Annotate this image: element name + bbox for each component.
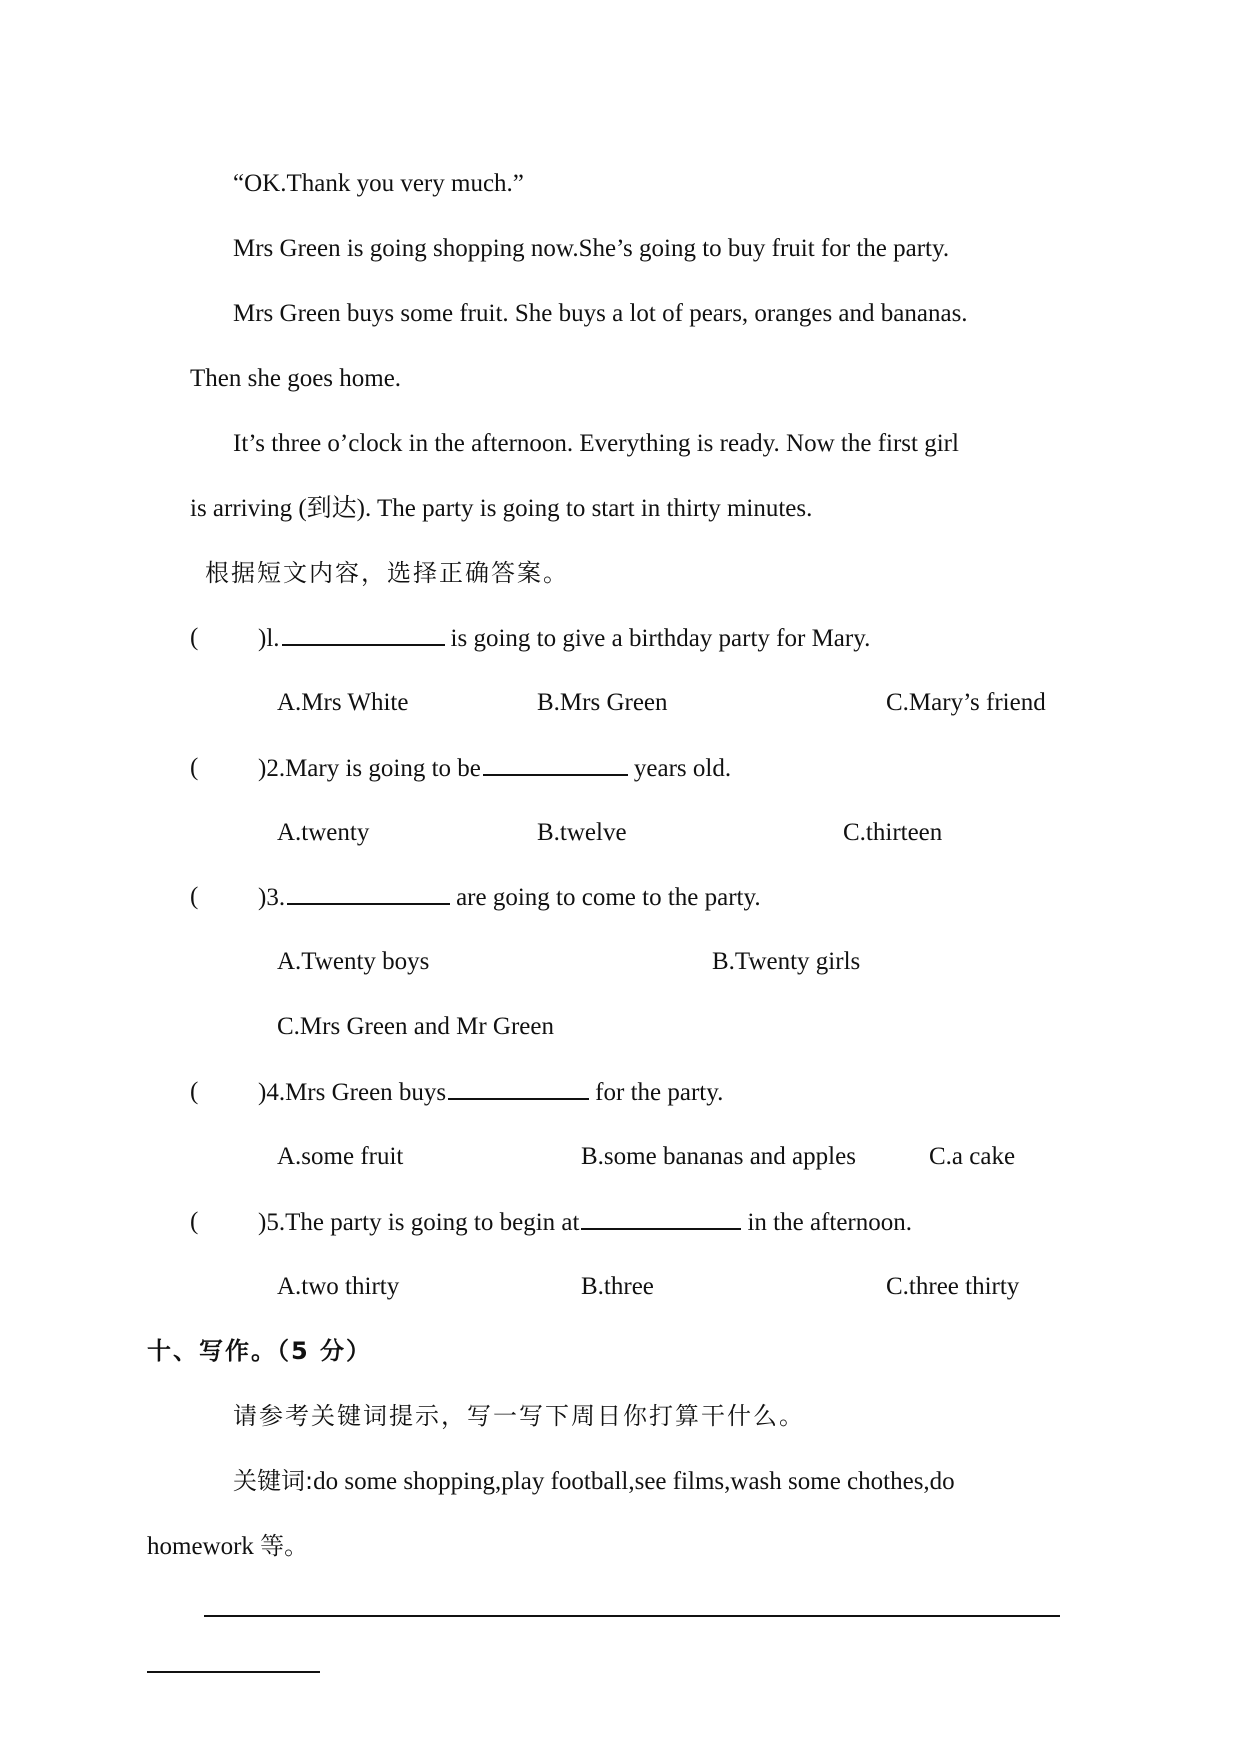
answer-blank[interactable]: [483, 752, 628, 776]
q2-option-c: C.thirteen: [843, 819, 943, 846]
question-before: Mrs Green buys: [285, 1079, 447, 1106]
section-heading: 十、写作。（5 分）: [147, 1337, 373, 1365]
q2-option-b: B.twelve: [537, 819, 627, 846]
question-2-text: [258, 752, 731, 785]
keywords-label: 关键词:: [233, 1467, 314, 1495]
question-4-text: [258, 1076, 723, 1109]
q2-option-a: A.twenty: [277, 819, 370, 846]
question-number: 5.: [266, 1209, 286, 1236]
question-after: years old.: [633, 755, 732, 782]
q1-option-b: B.Mrs Green: [537, 689, 668, 716]
answer-blank[interactable]: [581, 1206, 741, 1230]
instruction: 根据短文内容，选择正确答案。: [205, 559, 569, 587]
keywords-line-1: [233, 1465, 955, 1498]
keywords-text: do some shopping,play football,see films,wash some chothes,do: [313, 1468, 955, 1495]
q4-option-c: C.a cake: [929, 1143, 1016, 1170]
answer-paren-close: ): [258, 625, 267, 652]
answer-blank[interactable]: [287, 881, 450, 905]
q3-option-a: A.Twenty boys: [277, 948, 430, 975]
answer-paren-open: (: [190, 1208, 199, 1235]
answer-paren-close: ): [258, 755, 267, 782]
q5-option-a: A.two thirty: [277, 1273, 400, 1300]
passage-line-1: “OK.Thank you very much.”: [233, 170, 524, 197]
answer-paren-close: ): [258, 1079, 267, 1106]
keywords-line-2: [147, 1530, 308, 1563]
answer-paren-open: (: [190, 883, 199, 910]
question-after: are going to come to the party.: [456, 884, 761, 911]
question-1-text: [258, 622, 870, 655]
passage-line-5: It’s three o’clock in the afternoon. Everything is ready. Now the first girl: [233, 430, 959, 457]
question-before: Mary is going to be: [285, 755, 481, 782]
answer-paren-open: (: [190, 1078, 199, 1105]
writing-line-1[interactable]: [204, 1615, 1060, 1617]
answer-paren-close: ): [258, 1209, 267, 1236]
q1-option-a: A.Mrs White: [277, 689, 409, 716]
answer-paren-open: (: [190, 754, 199, 781]
question-5-text: [258, 1206, 912, 1239]
question-before: The party is going to begin at: [285, 1209, 580, 1236]
question-after: in the afternoon.: [747, 1209, 912, 1236]
keywords-continuation: homework: [147, 1533, 254, 1560]
q5-option-c: C.three thirty: [886, 1273, 1020, 1300]
keywords-suffix: 等。: [260, 1532, 309, 1560]
writing-line-2[interactable]: [147, 1671, 320, 1673]
answer-blank[interactable]: [282, 622, 445, 646]
q3-option-b: B.Twenty girls: [712, 948, 861, 975]
passage-line-2: Mrs Green is going shopping now.She’s going to buy fruit for the party.: [233, 235, 950, 262]
question-number: 4.: [266, 1079, 286, 1106]
q4-option-a: A.some fruit: [277, 1143, 404, 1170]
q3-option-c: C.Mrs Green and Mr Green: [277, 1013, 555, 1040]
answer-paren-open: (: [190, 624, 199, 651]
answer-blank[interactable]: [448, 1076, 589, 1100]
question-number: 3.: [266, 884, 286, 911]
question-after: for the party.: [595, 1079, 724, 1106]
passage-line-4: Then she goes home.: [190, 365, 402, 392]
passage-line-3: Mrs Green buys some fruit. She buys a lot of pears, oranges and bananas.: [233, 300, 968, 327]
passage-line-6: is arriving (到达). The party is going to start in thirty minutes.: [190, 495, 813, 522]
q4-option-b: B.some bananas and apples: [581, 1143, 856, 1170]
question-after: is going to give a birthday party for Mary.: [450, 625, 871, 652]
q1-option-c: C.Mary’s friend: [886, 689, 1046, 716]
question-number: 2.: [266, 755, 286, 782]
q5-option-b: B.three: [581, 1273, 654, 1300]
answer-paren-close: ): [258, 884, 267, 911]
writing-prompt: 请参考关键词提示，写一写下周日你打算干什么。: [233, 1402, 805, 1430]
question-number: l.: [266, 625, 280, 652]
question-3-text: [258, 881, 761, 914]
